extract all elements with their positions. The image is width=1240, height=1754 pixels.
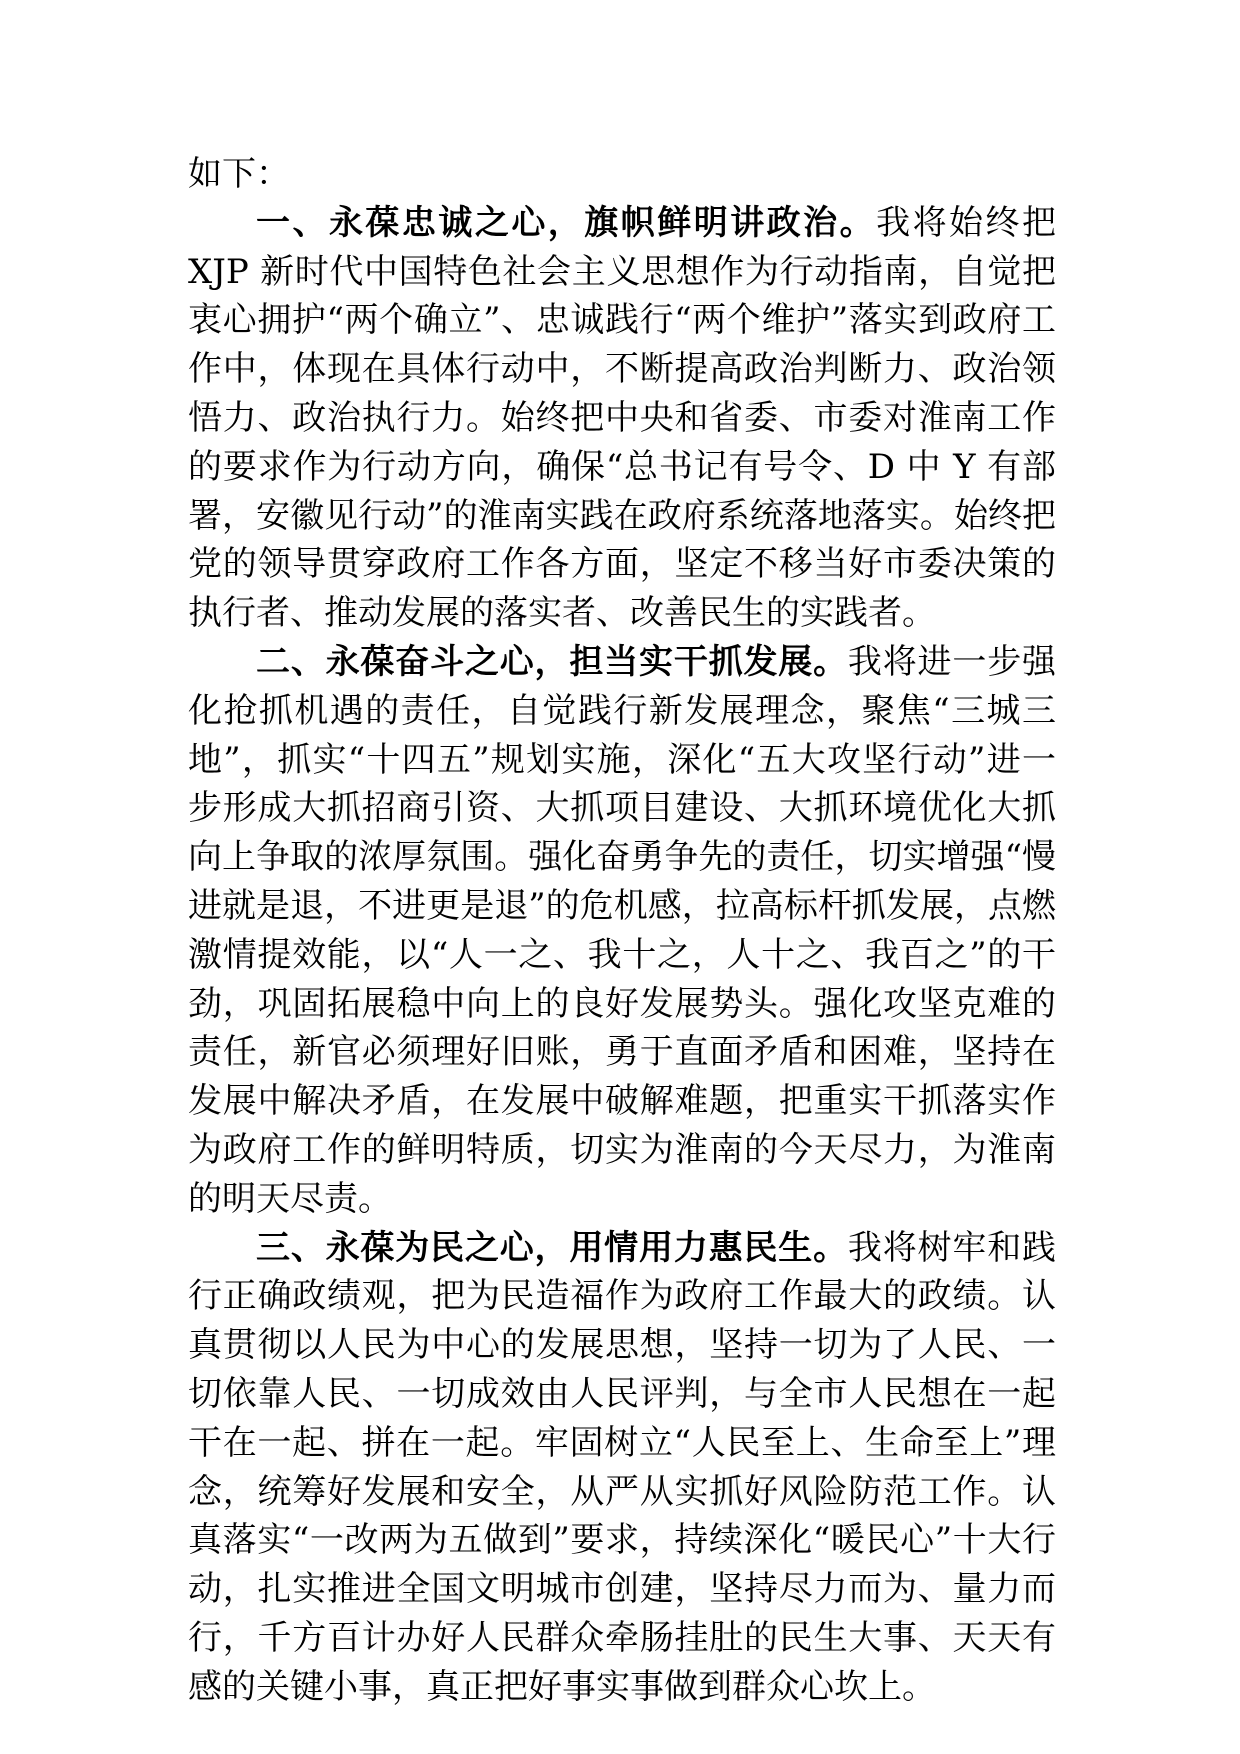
section-2-body: 我将进一步强化抢抓机遇的责任，自觉践行新发展理念，聚焦“三城三地”，抓实“十四五”规划实施，深化“五大攻坚行动”进一步形成大抓招商引资、大抓项目建设、大抓环境优化大抓向上争取的浓厚氛围。强化奋勇争先的责任，切实增强“慢进就是退，不进更是退”的危机感，拉高标杆抓发展，点燃激情提效能，以“人一之、我十之，人十之、我百之”的干劲，巩固拓展稳中向上的良好发展势头。强化攻坚克难的责任，新官必须理好旧账，勇于直面矛盾和困难，坚持在发展中解决矛盾，在发展中破解难题，把重实干抓落实作为政府工作的鲜明特质，切实为淮南的今天尽力，为淮南的明天尽责。 [188,641,1057,1219]
intro-line: 如下： [188,154,290,194]
section-1 [188,199,1056,638]
section-3-heading: 三、永葆为民之心，用情用力惠民生。 [256,1227,848,1268]
document-page [188,150,1056,1712]
section-1-heading: 一、永葆忠诚之心，旗帜鲜明讲政治。 [256,202,877,243]
section-3 [188,1224,1056,1712]
section-1-body: 我将始终把 XJP 新时代中国特色社会主义思想作为行动指南，自觉把衷心拥护“两个确立”、忠诚践行“两个维护”落实到政府工作中，体现在具体行动中，不断提高政治判断力、政治领悟力、政治执行力。始终把中央和省委、市委对淮南工作的要求作为行动方向，确保“总书记有号令、D 中 Y 有部署，安徽见行动”的淮南实践在政府系统落地落实。始终把党的领导贯穿政府工作各方面，坚定不移当好市委决策的执行者、推动发展的落实者、改善民生的实践者。 [188,202,1056,634]
section-3-body: 我将树牢和践行正确政绩观，把为民造福作为政府工作最大的政绩。认真贯彻以人民为中心的发展思想，坚持一切为了人民、一切依靠人民、一切成效由人民评判，与全市人民想在一起干在一起、拼在一起。牢固树立“人民至上、生命至上”理念，统筹好发展和安全，从严从实抓好风险防范工作。认真落实“一改两为五做到”要求，持续深化“暖民心”十大行动，扎实推进全国文明城市创建，坚持尽力而为、量力而行，千方百计办好人民群众牵肠挂肚的民生大事、天天有感的关键小事，真正把好事实事做到群众心坎上。 [188,1227,1057,1707]
section-2 [188,638,1056,1224]
section-2-heading: 二、永葆奋斗之心，担当实干抓发展。 [256,641,848,682]
